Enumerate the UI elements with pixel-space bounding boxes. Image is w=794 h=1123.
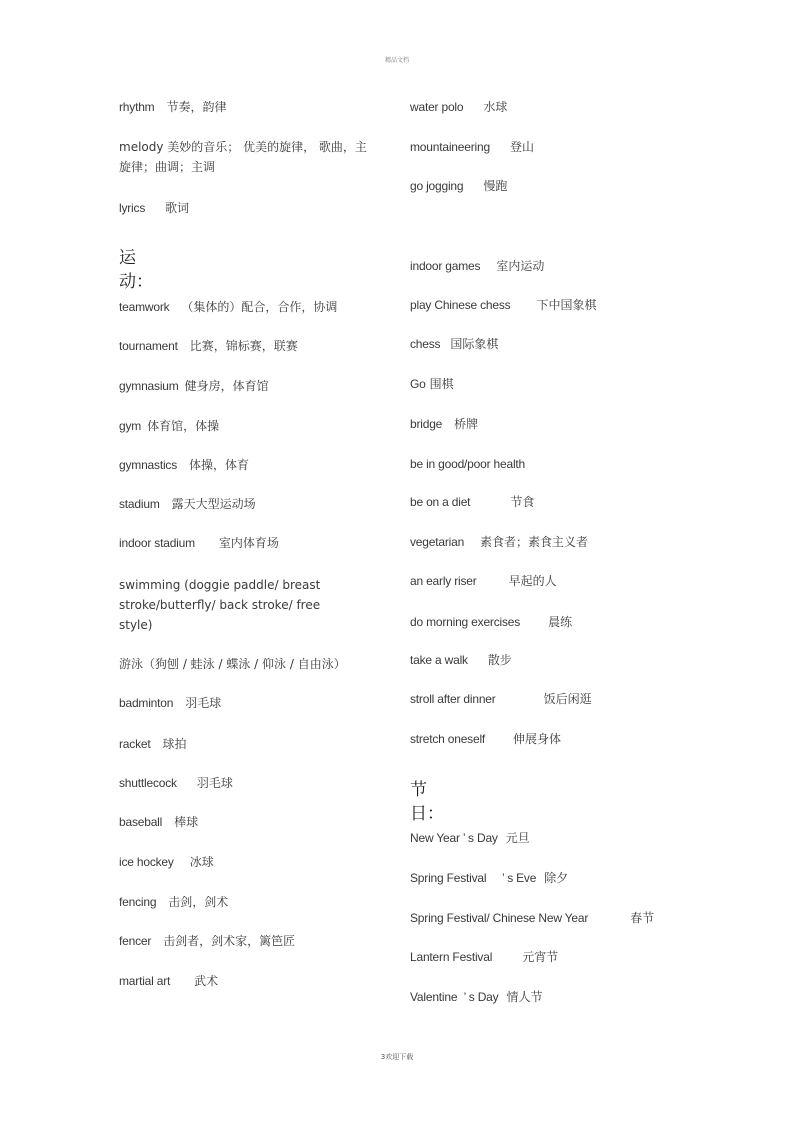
term: mountaineering (410, 140, 490, 154)
term: gymnastics (119, 458, 178, 472)
definition: 元旦 (505, 831, 530, 845)
entry-spring-festival (410, 908, 654, 928)
entry-fencer (119, 931, 295, 951)
definition: 健身房，体育馆 (184, 379, 269, 393)
term: teamwork (119, 300, 170, 314)
term: stretch oneself (410, 732, 486, 746)
definition: 水球 (483, 100, 508, 114)
entry-melody-line2: 旋律；曲调；主调 (119, 160, 216, 174)
definition: 节食 (510, 495, 535, 509)
entry-tournament (119, 336, 298, 356)
definition: 登山 (509, 140, 534, 154)
entry-spring-festival-eve (410, 868, 568, 888)
definition: 冰球 (189, 855, 214, 869)
entry-badminton (119, 693, 221, 713)
term: take a walk (410, 653, 468, 667)
definition: 武术 (194, 974, 219, 988)
definition: 室内体育场 (218, 536, 279, 550)
entry-gymnasium (119, 376, 269, 396)
definition: 元宵节 (522, 950, 559, 964)
entry-bridge (410, 414, 478, 434)
entry-mountaineering (410, 137, 534, 157)
definition: 球拍 (162, 737, 187, 751)
definition: 慢跑 (483, 179, 508, 193)
page-header: 精品文档 (384, 57, 409, 64)
definition: 比赛，锦标赛，联赛 (189, 339, 298, 353)
definition: 击剑，剑术 (168, 895, 229, 909)
term: ice hockey (119, 855, 174, 869)
term: vegetarian (410, 535, 465, 549)
definition: （集体的）配合，合作，协调 (181, 300, 338, 314)
entry-chess (410, 334, 498, 354)
entry-health (410, 454, 525, 474)
definition: 情人节 (506, 990, 543, 1004)
term: rhythm (119, 100, 155, 114)
entry-morning-exercises (410, 612, 572, 632)
section-heading-festivals: 节日： (410, 780, 444, 824)
term: Valentine ’ s Day (410, 990, 499, 1004)
definition: 早起的人 (508, 574, 557, 588)
page-footer: 3欢迎下载 (380, 1053, 414, 1061)
entry-gym (119, 416, 219, 436)
entry-diet (410, 492, 534, 512)
entry-vegetarian (410, 532, 588, 552)
entry-stadium (119, 494, 256, 514)
term: bridge (410, 417, 443, 431)
definition: 露天大型运动场 (171, 497, 256, 511)
term: gymnasium (119, 379, 179, 393)
definition: 国际象棋 (450, 337, 499, 351)
definition: 素食者；素食主义者 (480, 535, 589, 549)
definition: 下中国象棋 (536, 298, 597, 312)
entry-stretch-oneself (410, 729, 561, 749)
entry-go (410, 374, 454, 394)
entry-swimming-line3: style) (119, 618, 153, 632)
term: martial art (119, 974, 171, 988)
definition: 歌词 (165, 201, 190, 215)
term: Lantern Festival (410, 950, 493, 964)
definition: 伸展身体 (513, 732, 562, 746)
term: racket (119, 737, 151, 751)
entry-martial-art (119, 971, 218, 991)
entry-new-year (410, 828, 530, 848)
definition: 围棋 (429, 377, 454, 391)
term: stroll after dinner (410, 692, 496, 706)
definition: 羽毛球 (196, 776, 233, 790)
definition: 散步 (487, 653, 512, 667)
entry-fencing (119, 892, 228, 912)
term: do morning exercises (410, 615, 521, 629)
entry-valentines-day (410, 987, 542, 1007)
term: Go (410, 377, 426, 391)
term: stadium (119, 497, 160, 511)
definition: 体操，体育 (189, 458, 250, 472)
definition: 击剑者，剑术家，篱笆匠 (163, 934, 296, 948)
definition: 节奏，韵律 (166, 100, 227, 114)
definition: 棒球 (174, 815, 199, 829)
entry-lantern-festival (410, 947, 558, 967)
entry-water-polo (410, 97, 507, 117)
term: fencing (119, 895, 157, 909)
entry-stroll (410, 689, 592, 709)
entry-gymnastics (119, 455, 249, 475)
definition: 晨练 (548, 615, 573, 629)
entry-indoor-stadium (119, 533, 279, 553)
definition: 春节 (630, 911, 655, 925)
entry-melody-line1: melody 美妙的音乐； 优美的旋律， 歌曲，主 (119, 140, 367, 154)
entry-swimming-line1: swimming (doggie paddle/ breast (119, 578, 321, 592)
entry-indoor-games (410, 256, 544, 276)
term: tournament (119, 339, 178, 353)
definition: 饭后闲逛 (543, 692, 592, 706)
term: Spring Festival ’ s Eve (410, 871, 537, 885)
term: fencer (119, 934, 152, 948)
term: play Chinese chess (410, 298, 511, 312)
term: New Year ’ s Day (410, 831, 498, 845)
definition: 体育馆，体操 (147, 419, 220, 433)
term: gym (119, 419, 142, 433)
term: water polo (410, 100, 464, 114)
term: badminton (119, 696, 174, 710)
term: lyrics (119, 201, 146, 215)
term: indoor stadium (119, 536, 195, 550)
term: shuttlecock (119, 776, 177, 790)
entry-go-jogging (410, 176, 507, 196)
definition: 桥牌 (454, 417, 479, 431)
term: indoor games (410, 259, 481, 273)
term: go jogging (410, 179, 464, 193)
entry-rhythm (119, 97, 227, 117)
definition: 室内运动 (496, 259, 545, 273)
entry-teamwork (119, 297, 337, 317)
definition: 羽毛球 (185, 696, 222, 710)
entry-take-a-walk (410, 650, 512, 670)
entry-early-riser (410, 571, 557, 591)
term: chess (410, 337, 441, 351)
definition: 除夕 (544, 871, 569, 885)
entry-lyrics (119, 198, 189, 218)
section-heading-sports: 运动： (119, 248, 153, 292)
entry-baseball (119, 812, 198, 832)
entry-swimming-line2: stroke/butterfly/ back stroke/ free (119, 598, 321, 612)
term: an early riser (410, 574, 477, 588)
term: Spring Festival/ Chinese New Year (410, 911, 589, 925)
entry-play-chinese-chess (410, 295, 596, 315)
entry-swimming-zh: 游泳（狗刨 / 蛙泳 / 蝶泳 / 仰泳 / 自由泳） (119, 657, 346, 671)
term: baseball (119, 815, 163, 829)
entry-shuttlecock (119, 773, 233, 793)
term: be on a diet (410, 495, 471, 509)
term: be in good/poor health (410, 457, 526, 471)
entry-racket (119, 734, 187, 754)
entry-ice-hockey (119, 852, 214, 872)
